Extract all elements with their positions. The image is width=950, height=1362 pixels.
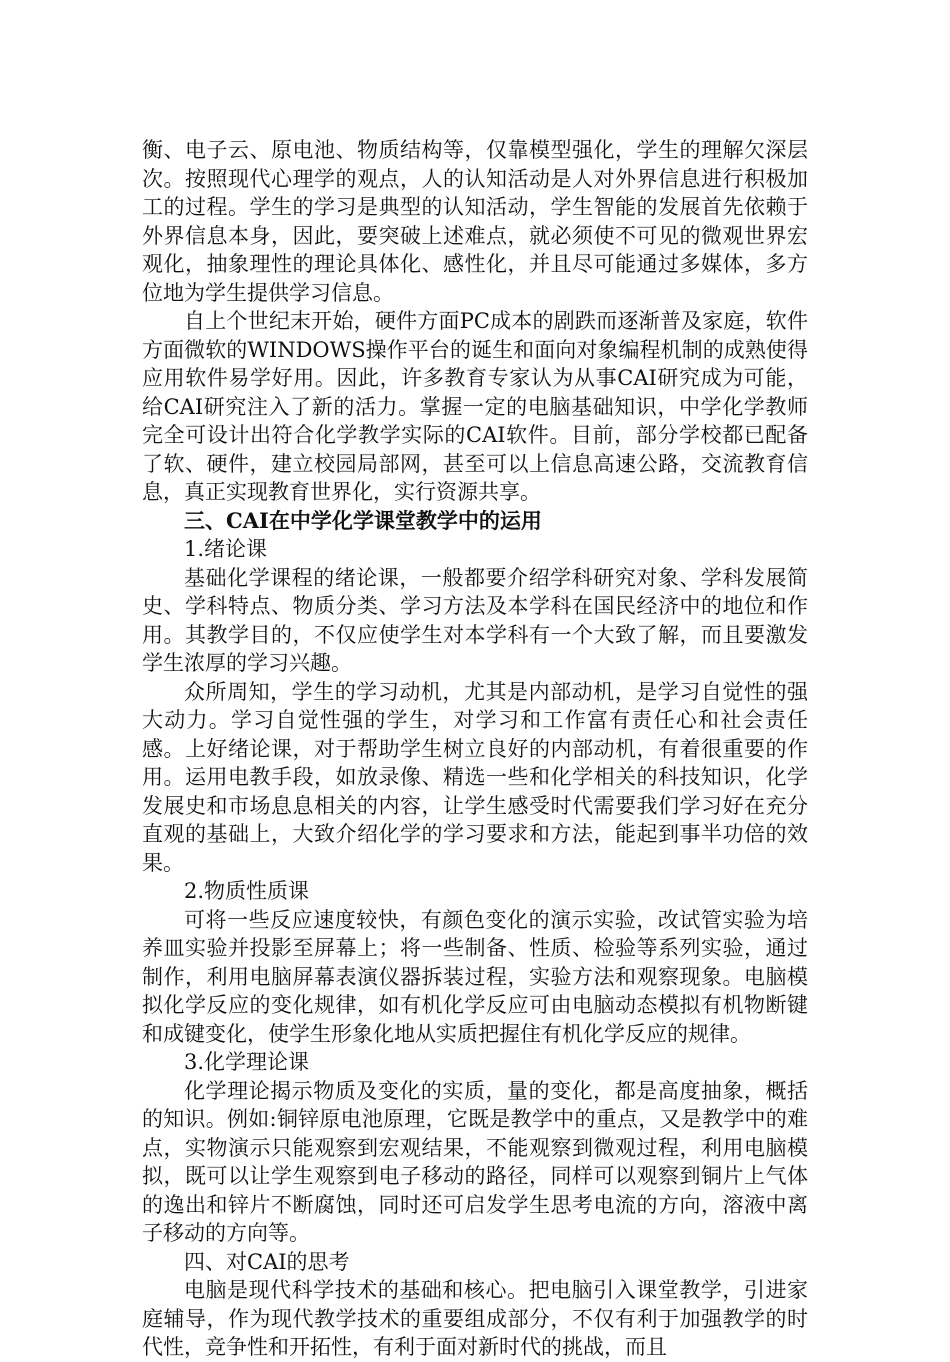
paragraph-chemistry-theory-class: 化学理论揭示物质及变化的实质，量的变化，都是高度抽象，概括的知识。例如:铜锌原电池原理，它既是教学中的重点，又是教学中的难点，实物演示只能观察到宏观结果，不能观察到微观过程，利用电脑模拟，既可以让学生观察到电子移动的路径，同样可以观察到铜片上气体的逸出和锌片不断腐蚀，同时还可启发学生思考电流的方向，溶液中离子移动的方向等。: [142, 1078, 808, 1245]
section-heading-cai-thoughts: 四、对CAI的思考: [184, 1249, 350, 1274]
paragraph-continued: 衡、电子云、原电池、物质结构等，仅靠模型强化，学生的理解欠深层次。按照现代心理学的观点，人的认知活动是人对外界信息进行积极加工的过程。学生的学习是典型的认知活动，学生智能的发展首先依赖于外界信息本身，因此，要突破上述难点，就必须使不可见的微观世界宏观化，抽象理性的理论具体化、感性化，并且尽可能通过多媒体，多方位地为学生提供学习信息。: [142, 138, 808, 305]
subheading-substance-property-class: 2.物质性质课: [184, 879, 310, 903]
document-page: [142, 136, 808, 1362]
section-heading-cai-application: 三、CAI在中学化学课堂教学中的运用: [184, 507, 542, 533]
paragraph-cai-thoughts: 电脑是现代科学技术的基础和核心。把电脑引入课堂教学，引进家庭辅导，作为现代教学技术的重要组成部分，不仅有利于加强教学的时代性，竞争性和开拓性，有利于面对新时代的挑战，而且: [142, 1278, 808, 1359]
paragraph-learning-motivation: 众所周知，学生的学习动机，尤其是内部动机，是学习自觉性的强大动力。学习自觉性强的学生，对学习和工作富有责任心和社会责任感。上好绪论课，对于帮助学生树立良好的内部动机，有着很重要的作用。运用电教手段，如放录像、精选一些和化学相关的科技知识，化学发展史和市场息息相关的内容，让学生感受时代需要我们学习好在充分直观的基础上，大致介绍化学的学习要求和方法，能起到事半功倍的效果。: [142, 679, 808, 875]
subheading-chemistry-theory-class: 3.化学理论课: [184, 1050, 310, 1074]
subheading-introduction-class: 1.绪论课: [184, 537, 268, 561]
paragraph-introduction-class: 基础化学课程的绪论课，一般都要介绍学科研究对象、学科发展简史、学科特点、物质分类、学习方法及本学科在国民经济中的地位和作用。其教学目的，不仅应使学生对本学科有一个大致了解，而且要激发学生浓厚的学习兴趣。: [142, 565, 808, 675]
paragraph-substance-property-class: 可将一些反应速度较快，有颜色变化的演示实验，改试管实验为培养皿实验并投影至屏幕上；将一些制备、性质、检验等系列实验，通过制作，利用电脑屏幕表演仪器拆装过程，实验方法和观察现象。电脑模拟化学反应的变化规律，如有机化学反应可由电脑动态模拟有机物断键和成键变化，使学生形象化地从实质把握住有机化学反应的规律。: [142, 907, 808, 1046]
paragraph-hardware-software: 自上个世纪末开始，硬件方面PC成本的剧跌而逐渐普及家庭，软件方面微软的WINDOWS操作平台的诞生和面向对象编程机制的成熟使得应用软件易学好用。因此，许多教育专家认为从事CAI研究成为可能，给CAI研究注入了新的活力。掌握一定的电脑基础知识，中学化学教师完全可设计出符合化学教学实际的CAI软件。目前，部分学校都已配备了软、硬件，建立校园局部网，甚至可以上信息高速公路，交流教育信息，真正实现教育世界化，实行资源共享。: [142, 309, 808, 504]
